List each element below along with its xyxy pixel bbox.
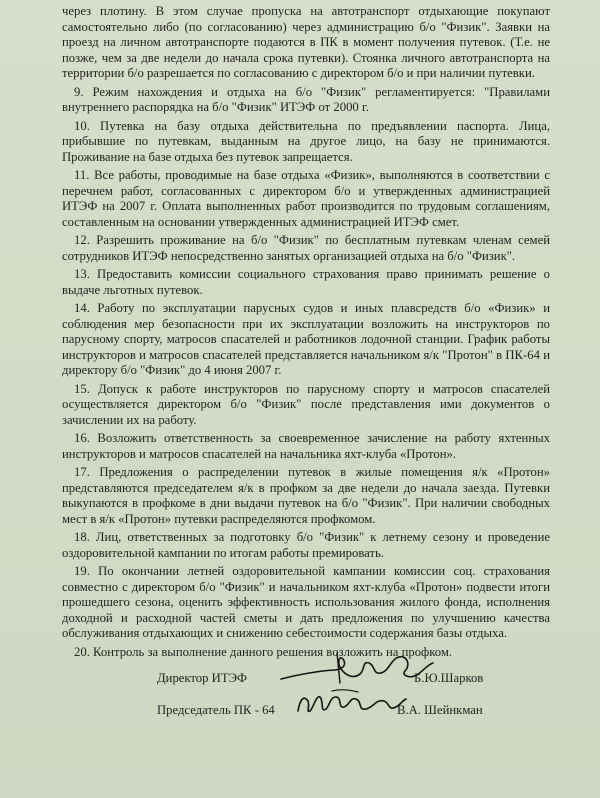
- paragraph-20: 20. Контроль за выполнение данного решения возложить на профком.: [74, 644, 453, 659]
- paragraph-19: 19. По окончании летней оздоровительной кампании комиссии соц. страхования совместно с директором б/о "Физик" и начальником яхт-клуба «Протон» подвести итоги прошедшего сезона, оценить эффективность использования жилого фонда, исполнения доходной и расходной частей сметы и дать предложения по улучшению качества обслуживания отдыхающих и снижению себестоимости содержания базы отдыха.: [62, 564, 550, 640]
- director-name: Б.Ю.Шарков: [414, 671, 484, 685]
- director-signature: [277, 649, 437, 689]
- paragraph-14: 14. Работу по эксплуатации парусных судов и иных плавсредств б/о «Физик» и соблюдения мер безопасности при их эксплуатации возложить на инструкторов по парусному спорту, матросов спасателей и работников лодочной станции. График работы инструкторов и матросов спасателей представляется начальником я/к "Протон" в ПК-64 и директору б/о "Физик" до 4 июня 2007 г.: [62, 301, 550, 377]
- paragraph-10: 10. Путевка на базу отдыха действительна по предъявлении паспорта. Лица, прибывшие по путевкам, выданным на другое лицо, на базу не принимаются. Проживание на базе отдыха без путевок запрещается.: [62, 118, 550, 164]
- paragraph-11: 11. Все работы, проводимые на базе отдыха «Физик», выполняются в соответствии с перечнем работ, согласованных с директором б/о и утвержденных администрацией ИТЭФ на 2007 г. Оплата выполненных работ производится по трудовым соглашениям, составленным на основании утвержденных администрацией ИТЭФ смет.: [62, 168, 550, 229]
- paragraph-13: 13. Предоставить комиссии социального страхования право принимать решение о выдаче льготных путевок.: [62, 267, 550, 297]
- paragraph-9: 9. Режим нахождения и отдыха на б/о "Физик" регламентируется: "Правилами внутреннего распорядка на б/о "Физик" ИТЭФ от 2000 г.: [62, 84, 550, 114]
- director-title: Директор ИТЭФ: [157, 671, 248, 685]
- paragraph-16: 16. Возложить ответственность за своевременное зачисление на работу яхтенных инструкторов и матросов спасателей на начальника яхт-клуба «Протон».: [62, 431, 550, 461]
- paragraph-continuation: через плотину. В этом случае пропуска на автотранспорт отдыхающие покупают самостоятельно либо (по согласованию) через администрацию б/о "Физик". Заявки на проезд на личном автотранспорте подаются в ПК в момент получения путевок. (Т.е. не позже, чем за две недели до начала срока путевки). Стоянка личного автотранспорта на территории б/о разрешается по согласованию с директором б/о и при наличии путевки.: [62, 4, 550, 80]
- paragraph-17: 17. Предложения о распределении путевок в жилые помещения я/к «Протон» представляются председателем я/к в профком за две недели до начала заезда. Путевки выкупаются в профкоме в дни выдачи путевок на б/о "Физик". При наличии свободных мест в я/к «Протон» путевки распределяются профкомом.: [62, 465, 550, 526]
- paragraph-18: 18. Лиц, ответственных за подготовку б/о "Физик" к летнему сезону и проведение оздоровительной кампании по итогам работы премировать.: [62, 530, 550, 560]
- chairman-title: Председатель ПК - 64: [157, 703, 275, 717]
- chairman-name: В.А. Шейнкман: [397, 703, 483, 717]
- chairman-signature: [292, 685, 412, 721]
- paragraph-15: 15. Допуск к работе инструкторов по парусному спорту и матросов спасателей осуществляется директором б/о "Физик" после представления ими документов о зачислении их на работу.: [62, 381, 550, 427]
- chairman-signature-row: [62, 691, 550, 719]
- paragraph-12: 12. Разрешить проживание на б/о "Физик" по бесплатным путевкам членам семей сотрудников ИТЭФ непосредственно занятых организацией отдыха на б/о "Физик".: [62, 233, 550, 263]
